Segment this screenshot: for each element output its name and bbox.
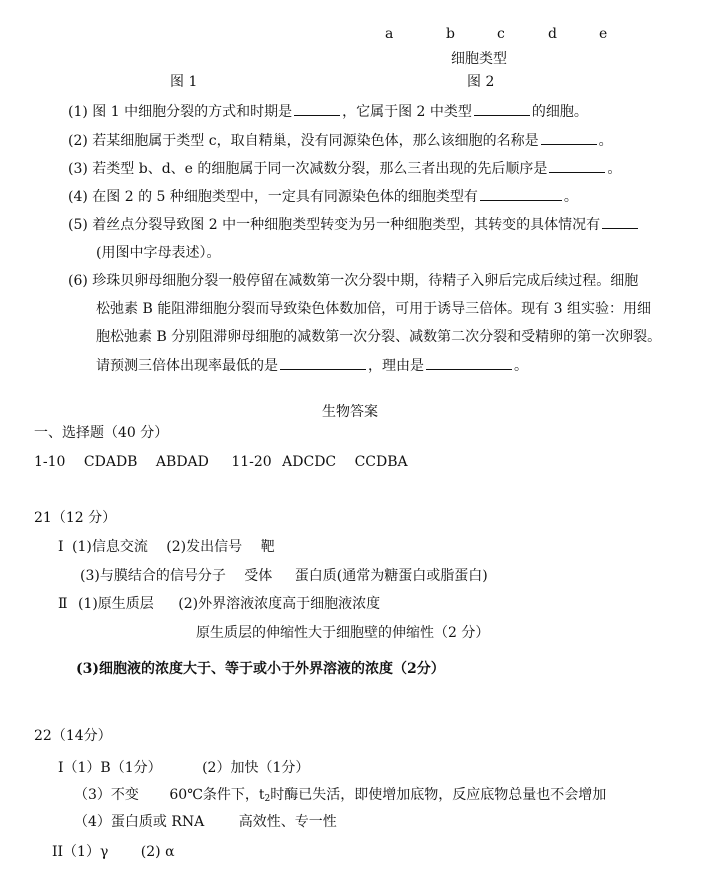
q21-line-2: (3)与膜结合的信号分子 受体 蛋白质(通常为糖蛋白或脂蛋白) [80,568,488,584]
q21-line-3: Ⅱ (1)原生质层 (2)外界溶液浓度高于细胞液浓度 [58,596,381,612]
cell-type-d: d [548,26,557,42]
multiple-choice-answers: 1-10 CDADB ABDAD 11-20 ADCDC CCDBA [34,454,408,470]
answers-title: 生物答案 [322,404,378,420]
question-3: (3) 若类型 b、d、e 的细胞属于同一次减数分裂，那么三者出现的先后顺序是 。 [68,161,622,177]
figure-2-label: 图 2 [467,74,495,90]
q22-line-3: （4）蛋白质或 RNA 高效性、专一性 [74,814,337,830]
section-multiple-choice: 一、选择题（40 分） [34,425,169,441]
answer-blank[interactable] [602,216,638,229]
answer-blank[interactable] [294,103,340,116]
question-5-continuation: (用图中字母表述）。 [96,245,221,261]
cell-type-e: e [599,26,608,42]
answer-blank[interactable] [480,188,562,201]
q21-line-4: 原生质层的伸缩性大于细胞壁的伸缩性（2 分） [196,625,490,641]
figure-1-label: 图 1 [170,74,198,90]
question-4: (4) 在图 2 的 5 种细胞类型中，一定具有同源染色体的细胞类型有 。 [68,189,578,205]
answer-blank[interactable] [549,160,605,173]
answer-blank[interactable] [426,357,512,370]
question-6-line-4: 请预测三倍体出现率最低的是 ，理由是 。 [96,358,528,374]
q22-line-2: （3）不变 60℃条件下，$t_2$时酶已失活，即使增加底物，反应底物总量也不会增加 [74,787,607,804]
q21-line-1: Ⅰ (1)信息交流 (2)发出信号 靶 [58,539,275,555]
answer-blank[interactable] [280,357,366,370]
axis-caption: 细胞类型 [451,51,507,67]
question-6-line-2: 松弛素 B 能阻滞细胞分裂而导致染色体数加倍，可用于诱导三倍体。现有 3 组实验：用细 [96,301,651,317]
question-5: (5) 着丝点分裂导致图 2 中一种细胞类型转变为另一种细胞类型，其转变的具体情况有 [68,215,640,235]
cell-type-b: b [446,26,455,42]
q22-line-4: II（1）γ (2) α [52,844,175,860]
q21-heading: 21（12 分） [34,510,117,526]
cell-type-a: a [385,26,394,42]
q22-heading: 22（14分） [34,728,112,744]
question-1: (1) 图 1 中细胞分裂的方式和时期是 ，它属于图 2 中类型 的细胞。 [68,104,588,120]
question-6-line-3: 胞松弛素 B 分别阻滞卵母细胞的减数第一次分裂、减数第二次分裂和受精卵的第一次卵裂。 [96,329,662,345]
cell-type-c: c [497,26,505,42]
question-2: (2) 若某细胞属于类型 c，取自精巢，没有同源染色体，那么该细胞的名称是 。 [68,133,613,149]
question-6: (6) 珍珠贝卵母细胞分裂一般停留在减数第一次分裂中期，待精子入卵后完成后续过程。细胞 [68,273,639,289]
q22-line-1: Ⅰ（1）B（1分） (2）加快（1分） [58,760,310,776]
answer-blank[interactable] [474,103,530,116]
q21-line-5: (3)细胞液的浓度大于、等于或小于外界溶液的浓度（2分） [76,661,445,677]
answer-blank[interactable] [541,132,597,145]
